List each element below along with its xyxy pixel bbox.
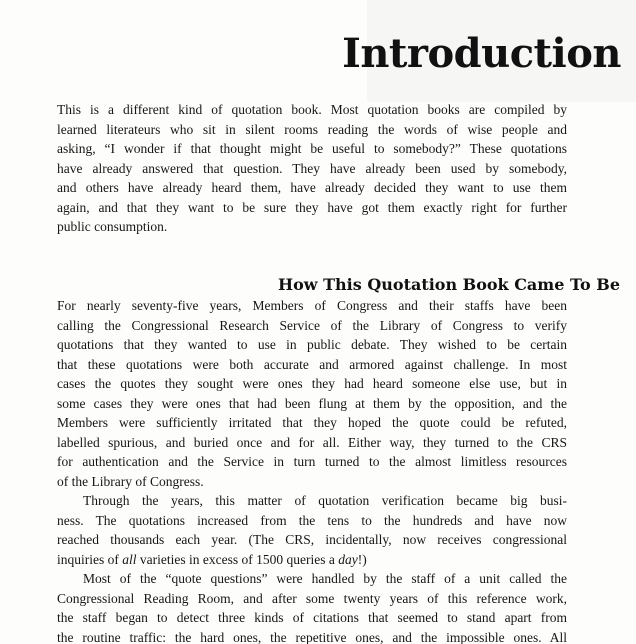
italic-word: day (338, 551, 358, 567)
text-line: learned literateurs who sit in silent rooms reading the words of wise people and (57, 121, 567, 137)
text-line: public consumption. (57, 219, 168, 234)
text-line: For nearly seventy-five years, Members of Congress and their staffs have been (57, 298, 567, 313)
text-line: calling the Congressional Research Service of the Library of Congress to verify (57, 317, 567, 333)
text-line: quotations that they wanted to use in public debate. They wished to be certain (57, 337, 567, 352)
text-line: for authentication and the Service in turn turned to the almost limitless resources (57, 454, 567, 469)
text-line: cases the quotes they sought were ones they had heard someone else use, but in (57, 376, 567, 391)
section-heading: How This Quotation Book Came To Be (278, 275, 620, 295)
text-line: some cases they were ones that had been flung at them by the opposition, and the (57, 395, 567, 411)
text-line: asking, “I wonder if that thought might be useful to somebody?” These quotations (57, 141, 567, 156)
text-line: Members were sufficiently irritated that they hoped the quote could be refuted, (57, 415, 567, 430)
text-line-with-italics (57, 550, 567, 570)
text-line: of the Library of Congress. (57, 473, 204, 489)
text-line: labelled spurious, and buried once and for all. Either way, they turned to the CRS (57, 434, 567, 450)
text-line: that these quotations were both accurate and armored against challenge. In most (57, 356, 567, 372)
text-segment: varieties in excess of 1500 queries a (136, 551, 339, 567)
text-segment: !) (357, 551, 367, 567)
text-line: the routine traffic: the hard ones, the repetitive ones, and the impossible ones. All (57, 629, 567, 644)
main-text-block (57, 296, 567, 644)
text-line: reached thousands each year. (The CRS, incidentally, now receives congressional (57, 532, 567, 547)
text-segment: inquiries of (57, 551, 123, 567)
text-line: Congressional Reading Room, and after some twenty years of this reference work, (57, 590, 567, 606)
text-line: have already answered that question. They have already been used by somebody, (57, 160, 567, 176)
text-line: Through the years, this matter of quotation verification became big busi- (83, 493, 567, 508)
text-line: This is a different kind of quotation book. Most quotation books are compiled by (57, 102, 567, 117)
text-line: again, and that they want to be sure they have got them exactly right for further (57, 199, 567, 215)
text-line: Most of the “quote questions” were handled by the staff of a unit called the (83, 571, 567, 586)
text-line: ness. The quotations increased from the tens to the hundreds and have now (57, 512, 567, 528)
text-line: the staff began to detect three kinds of citations that seemed to stand apart from (57, 610, 567, 625)
page-title: Introduction (342, 29, 621, 77)
paragraph-intro (57, 100, 567, 237)
text-line: and others have already heard them, have already decided they want to use them (57, 180, 567, 195)
italic-word: all (122, 551, 137, 567)
